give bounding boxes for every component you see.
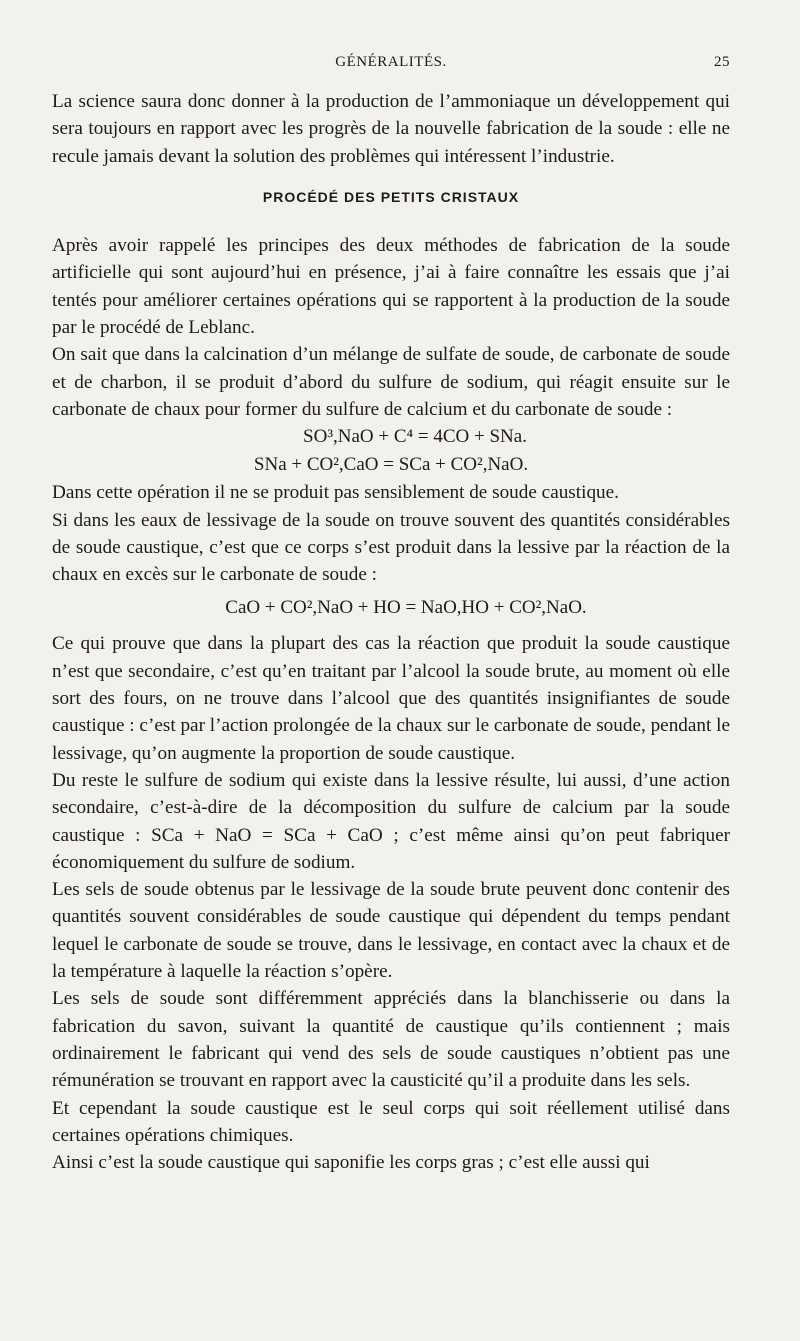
body-text <box>52 88 730 1176</box>
paragraph-8: Les sels de soude obtenus par le lessivage de la soude brute peuvent donc contenir des quantités souvent considérables de soude caustique qui dépendent du temps pendant lequel le carbonate de soude se trouve, dans le lessivage, en contact avec la chaux et de la température à laquelle la réaction s’opère. <box>52 879 730 983</box>
paragraph-3: On sait que dans la calcination d’un mélange de sulfate de soude, de carbonate de soude et de charbon, il se produit d’abord du sulfure de sodium, qui réagit ensuite sur le carbonate de chaux pour former du sulfure de calcium et du carbonate de soude : <box>52 344 730 420</box>
paragraph-9: Les sels de soude sont différemment appréciés dans la blanchisserie ou dans la fabrication du savon, suivant la quantité de caustique qu’ils contiennent ; mais ordinairement le fabricant qui vend des sels de soude caustiques n’obtient pas une rémunération se trouvant en rapport avec la causticité qu’il a produite dans les sels. <box>52 988 730 1092</box>
page-number: 25 <box>714 54 730 70</box>
paragraph-1: La science saura donc donner à la production de l’ammoniaque un développement qui sera toujours en rapport avec les progrès de la nouvelle fabrication de la soude : elle ne recule jamais devant la solution des problèmes qui intéressent l’industrie. <box>52 91 730 167</box>
paragraph-11: Ainsi c’est la soude caustique qui saponifie les corps gras ; c’est elle aussi qui <box>52 1152 650 1174</box>
paragraph-7: Du reste le sulfure de sodium qui existe dans la lessive résulte, lui aussi, d’une action secondaire, c’est-à-dire de la décomposition du sulfure de calcium par la soude caustique : SCa + NaO = SCa + CaO ; c’est même ainsi qu’on peut fabriquer économiquement du sulfure de sodium. <box>52 769 730 873</box>
paragraph-5: Si dans les eaux de lessivage de la soude on trouve souvent des quantités considérables de soude caustique, c’est que ce corps s’est produit dans la lessive par la réaction de la chaux en excès sur le carbonate de soude : <box>52 509 730 586</box>
formula-3: CaO + CO²,NaO + HO = NaO,HO + CO²,NaO. <box>225 597 587 619</box>
paragraph-10: Et cependant la soude caustique est le seul corps qui soit réellement utilisé dans certaines opérations chimiques. <box>52 1097 730 1146</box>
paragraph-4: Dans cette opération il ne se produit pas sensiblement de soude caustique. <box>52 482 619 504</box>
running-head <box>52 54 730 88</box>
paragraph-6: Ce qui prouve que dans la plupart des cas la réaction que produit la soude caustique n’est que secondaire, c’est qu’en traitant par l’alcool la soude brute, au moment où elle sort des fours, on ne trouve dans l’alcool que des quantités insignifiantes de soude caustique : c’est par l’action prolongée de la chaux sur le carbonate de soude, pendant le lessivage, qu’on augmente la proportion de soude caustique. <box>52 633 730 764</box>
running-title: GÉNÉRALITÉS. <box>335 54 447 70</box>
section-heading: PROCÉDÉ DES PETITS CRISTAUX <box>262 188 520 205</box>
paragraph-2: Après avoir rappelé les principes des deux méthodes de fabrication de la soude artificielle qui sont aujourd’hui en présence, j’ai à faire connaître les essais que j’ai tentés pour améliorer certaines opérations qui se rapportent à la production de la soude par le procédé de Leblanc. <box>52 235 730 339</box>
formula-1: SO³,NaO + C⁴ = 4CO + SNa. <box>303 426 527 448</box>
formula-2: SNa + CO²,CaO = SCa + CO²,NaO. <box>253 454 529 476</box>
